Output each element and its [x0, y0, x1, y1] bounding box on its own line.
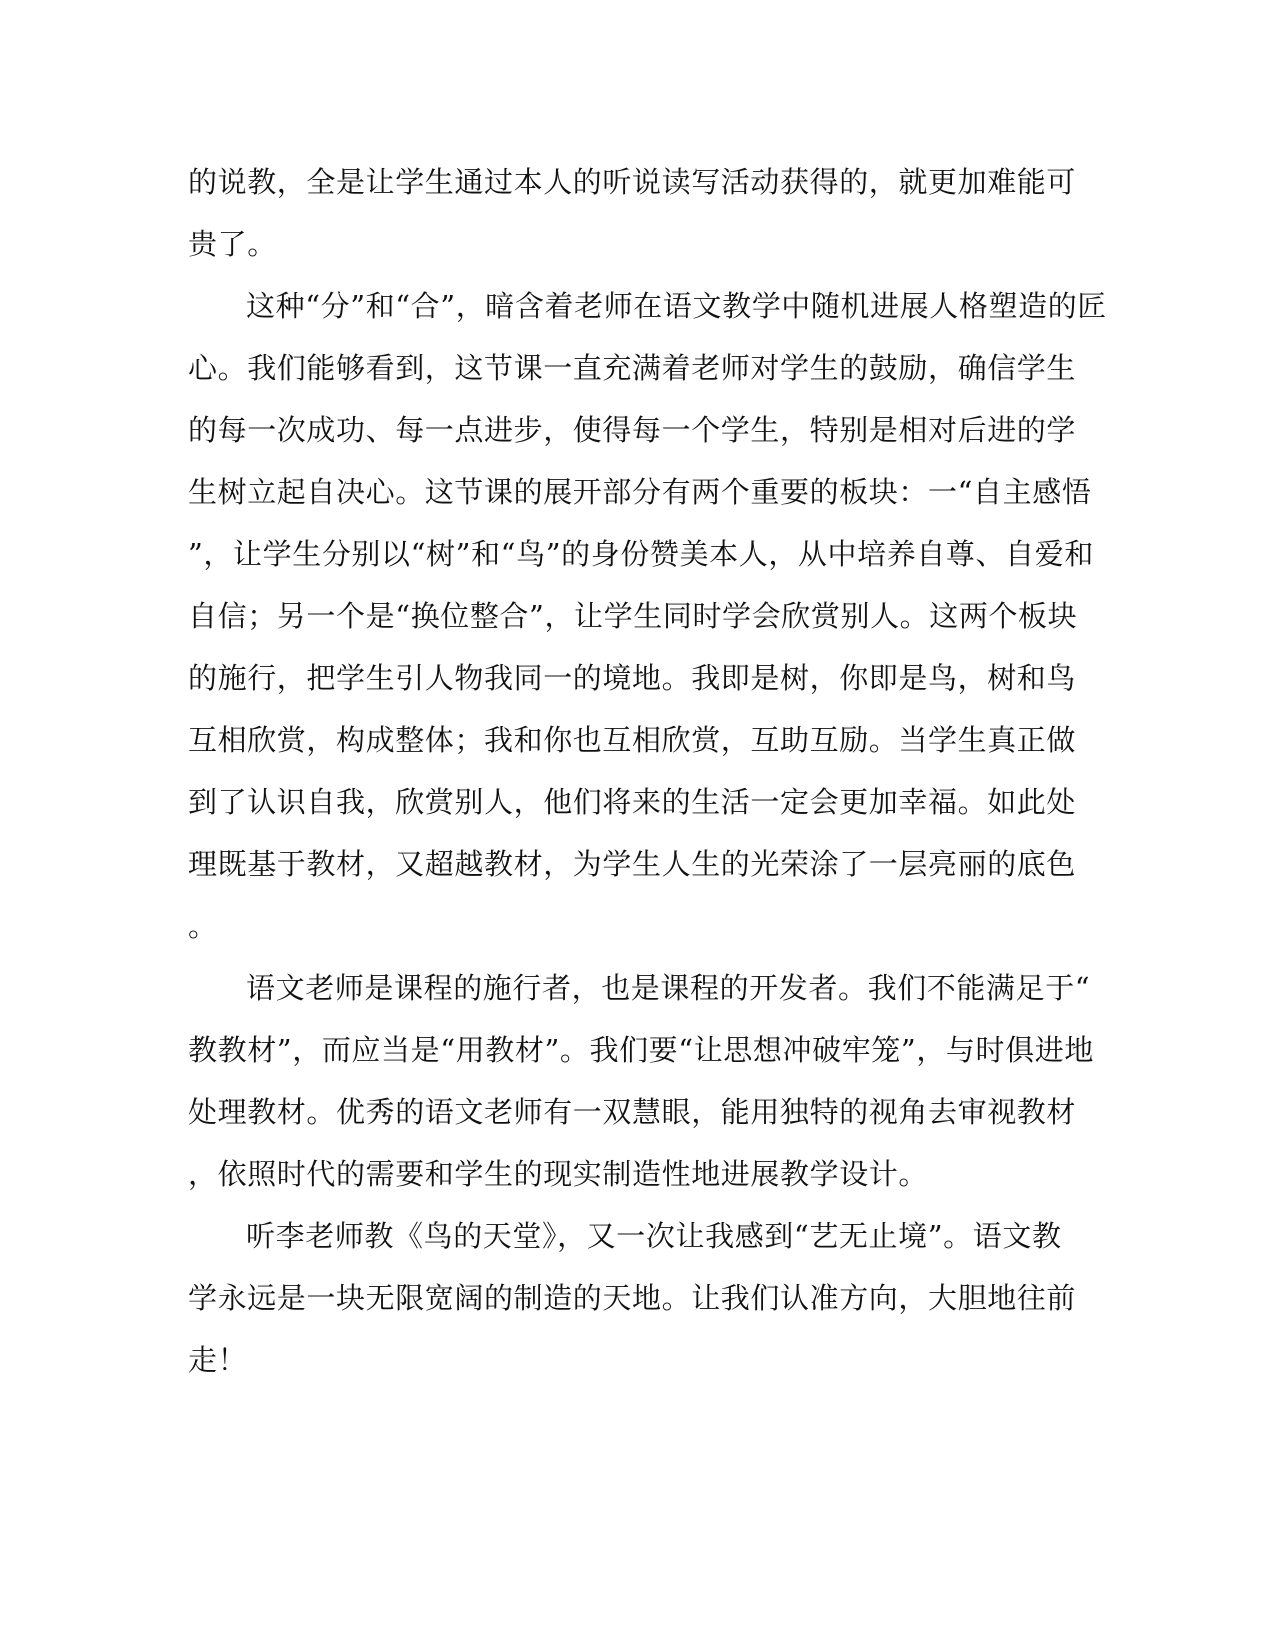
text-line: 生树立起自决心。这节课的展开部分有两个重要的板块：一“自主感悟 [188, 475, 1092, 509]
text-line: 的每一次成功、每一点进步，使得每一个学生，特别是相对后进的学 [188, 413, 1077, 447]
text-line: 处理教材。优秀的语文老师有一双慧眼，能用独特的视角去审视教材 [188, 1095, 1077, 1129]
text-line: 的说教，全是让学生通过本人的听说读写活动获得的，就更加难能可 [188, 165, 1077, 199]
paragraph-start-line: 语文老师是课程的施行者，也是课程的开发者。我们不能满足于“ [246, 971, 1091, 1005]
text-line: ，依照时代的需要和学生的现实制造性地进展教学设计。 [188, 1157, 929, 1191]
text-line: 互相欣赏，构成整体；我和你也互相欣赏，互助互励。当学生真正做 [188, 723, 1077, 757]
paragraph-start-line: 听李老师教《鸟的天堂》，又一次让我感到“艺无止境”。语文教 [246, 1219, 1062, 1253]
text-line: 理既基于教材，又超越教材，为学生人生的光荣涂了一层亮丽的底色 [188, 847, 1077, 881]
text-line: ”，让学生分别以“树”和“鸟”的身份赞美本人，从中培养自尊、自爱和 [188, 537, 1094, 571]
text-line: 走！ [188, 1343, 248, 1377]
text-line: 到了认识自我，欣赏别人，他们将来的生活一定会更加幸福。如此处 [188, 785, 1077, 819]
text-line: 。 [188, 909, 218, 943]
paragraph-start-line: 这种“分”和“合”，暗含着老师在语文教学中随机进展人格塑造的匠 [246, 289, 1107, 323]
text-line: 学永远是一块无限宽阔的制造的天地。让我们认准方向，大胆地往前 [188, 1281, 1077, 1315]
text-line: 心。我们能够看到，这节课一直充满着老师对学生的鼓励，确信学生 [188, 351, 1077, 385]
text-line: 贵了。 [188, 227, 277, 261]
text-line: 的施行，把学生引人物我同一的境地。我即是树，你即是鸟，树和鸟 [188, 661, 1077, 695]
text-line: 自信；另一个是“换位整合”，让学生同时学会欣赏别人。这两个板块 [188, 599, 1078, 633]
text-line: 教教材”，而应当是“用教材”。我们要“让思想冲破牢笼”，与时俱进地 [188, 1033, 1094, 1067]
